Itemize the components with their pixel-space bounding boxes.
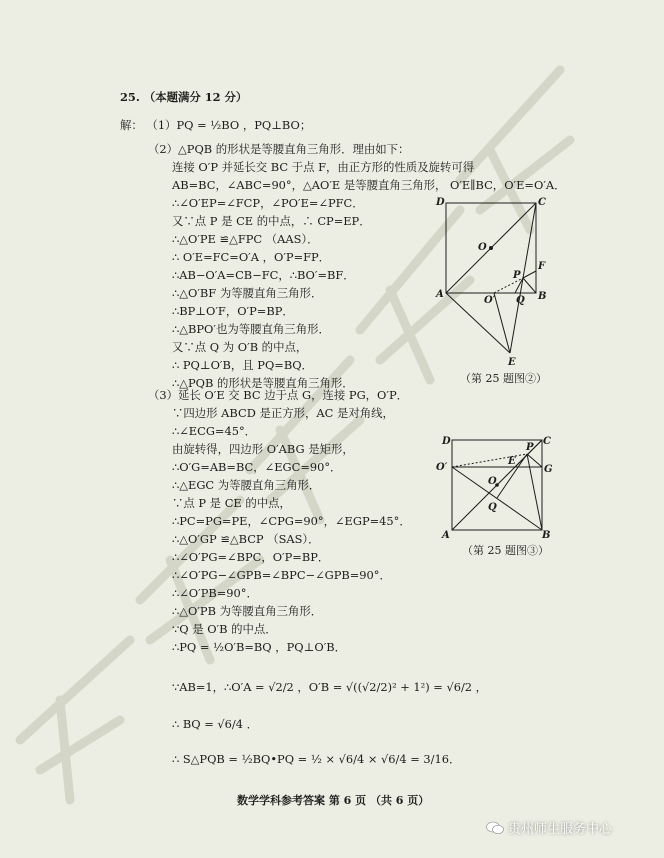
part3-line: ∵点 P 是 CE 的中点， <box>172 496 291 510</box>
part2-line: （2）△PQB 的形状是等腰直角三角形．理由如下： <box>148 142 410 156</box>
part2-line: ∴ O′E=FC=O′A ，O′P=FP． <box>172 250 331 264</box>
part2-line: 又∵点 Q 为 O′B 的中点， <box>172 340 308 354</box>
part3-line: ∴O′G=AB=BC，∠EGC=90°． <box>172 460 342 474</box>
fig3-label: G <box>544 464 553 475</box>
fig2-label: E <box>508 357 516 368</box>
part3-line: （3）延长 O′E 交 BC 边于点 G，连接 PG，O′P． <box>148 388 409 402</box>
bq-line: ∴ BQ = √6/4 ． <box>172 717 258 731</box>
part3-line: ∴△O′GP ≌△BCP （SAS）． <box>172 532 320 546</box>
fig3-label: O <box>488 476 497 487</box>
part2-line: ∴△BPO′也为等腰直角三角形． <box>172 322 330 336</box>
part3-line: ∴∠O′PG=∠BPC，O′P=BP． <box>172 550 330 564</box>
brand-label <box>486 818 612 837</box>
fig2-label: D <box>436 197 445 208</box>
page-footer: 数学学科参考答案 第 6 页 （共 6 页） <box>237 794 430 807</box>
part2-line: ∴BP⊥O′F，O′P=BP． <box>172 304 294 318</box>
ab-line: ∵AB=1，∴O′A = √2/2 ，O′B = √((√2/2)² + 1²) = √6/2 ， <box>172 680 488 694</box>
fig3-label: D <box>442 436 451 447</box>
part3-line: 由旋转得，四边形 O′ABG 是矩形， <box>172 442 354 456</box>
part3-line: ∴PC=PG=PE，∠CPG=90°，∠EGP=45°． <box>172 514 411 528</box>
part2-line: ∴△O′BF 为等腰直角三角形． <box>172 286 323 300</box>
fig3-label: P <box>526 442 534 453</box>
part1-text: （1）PQ = ½BO ，PQ⊥BO； <box>146 118 312 132</box>
part2-line: ∴ PQ⊥O′B，且 PQ=BQ． <box>172 358 313 372</box>
fig2-label: C <box>538 197 546 208</box>
fig2-label: P <box>513 270 521 281</box>
figure-25-2 <box>430 195 570 375</box>
figure-25-3 <box>432 432 562 542</box>
part2-line: AB=BC，∠ABC=90°，△AO′E 是等腰直角三角形， O′E∥BC，O′E=O′A． <box>172 178 566 192</box>
wechat-icon <box>486 821 504 835</box>
part3-line: ∴△O′PB 为等腰直角三角形． <box>172 604 323 618</box>
part3-line: ∴∠O′PB=90°． <box>172 586 258 600</box>
fig2-label: F <box>538 261 546 272</box>
part3-line: ∴∠ECG=45°． <box>172 424 257 438</box>
part2-line: 连接 O′P 并延长交 BC 于点 F，由正方形的性质及旋转可得 <box>172 160 475 174</box>
problem-header <box>120 90 247 104</box>
fig2-label: O′ <box>484 295 496 306</box>
fig2-label: O <box>478 242 487 253</box>
result-pq-line: ∴PQ = ½O′B=BQ ，PQ⊥O′B． <box>172 640 347 654</box>
fig3-label: Q <box>488 502 497 513</box>
fig3-label: B <box>542 530 551 541</box>
part3-line: ∴△EGC 为等腰直角三角形． <box>172 478 321 492</box>
part2-line: ∴△PQB 的形状是等腰直角三角形． <box>172 376 354 390</box>
figure-25-3-caption: （第 25 题图③） <box>462 544 549 557</box>
fig2-label: Q <box>516 295 525 306</box>
part3-line: ∵四边形 ABCD 是正方形，AC 是对角线， <box>172 406 394 420</box>
answer-label: 解： <box>120 118 143 132</box>
fig2-label: B <box>538 291 547 302</box>
part3-line: ∵Q 是 O′B 的中点． <box>172 622 277 636</box>
figure-25-2-caption: （第 25 题图②） <box>460 372 547 385</box>
area-line: ∴ S△PQB = ½BQ•PQ = ½ × √6/4 × √6/4 = 3/16． <box>172 752 461 766</box>
part2-line: ∴∠O′EP=∠FCP，∠PO′E=∠PFC． <box>172 196 364 210</box>
fig3-label: A <box>442 530 450 541</box>
part3-line: ∴∠O′PG−∠GPB=∠BPC−∠GPB=90°． <box>172 568 391 582</box>
part1-line <box>120 118 311 132</box>
problem-number: 25. <box>120 90 140 104</box>
fig3-label: O′ <box>436 462 448 473</box>
fig3-label: C <box>543 436 551 447</box>
problem-points: （本题满分 12 分） <box>143 90 248 104</box>
part2-line: 又∵点 P 是 CE 的中点，∴ CP=EP． <box>172 214 371 228</box>
part2-line: ∴△O′PE ≌△FPC （AAS）． <box>172 232 319 246</box>
part2-line: ∴AB−O′A=CB−FC，∴BO′=BF． <box>172 268 355 282</box>
fig2-label: A <box>436 289 444 300</box>
fig3-label: E <box>508 456 516 467</box>
brand-text: 贵州师生服务中心 <box>508 822 613 837</box>
